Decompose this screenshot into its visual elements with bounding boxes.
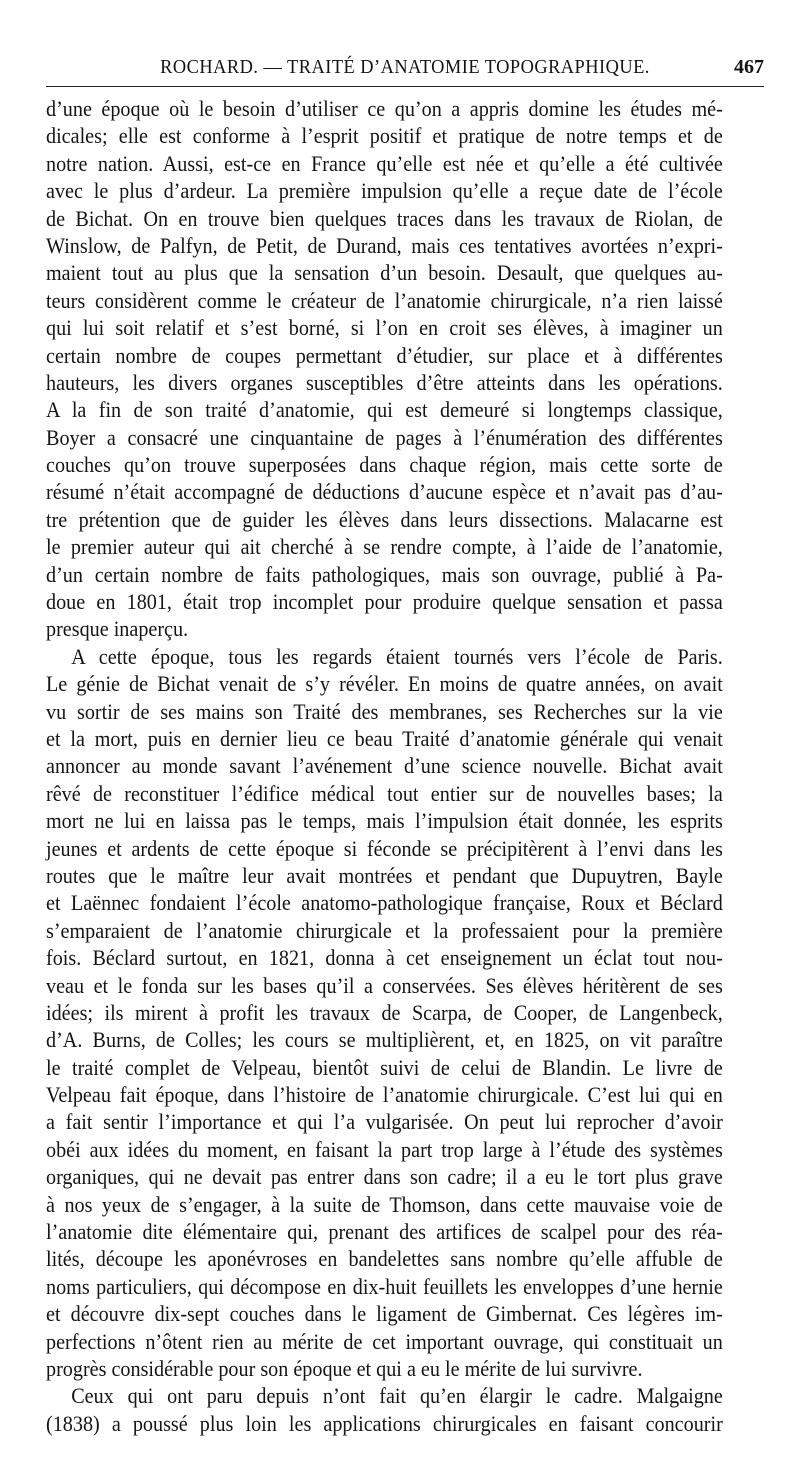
text-line: routes que le maître leur avait montrées et pendant que Dupuytren, Bayle: [46, 862, 723, 888]
text-line: progrès considérable pour son époque et qui a eu le mérite de lui survivre.: [46, 1355, 643, 1381]
page-header: [46, 50, 764, 87]
text-line: tre prétention que de guider les élèves dans leurs dissections. Malacarne est: [46, 506, 723, 532]
text-line: jeunes et ardents de cette époque si féconde se précipitèrent à l’envi dans les: [46, 835, 723, 861]
text-line: Winslow, de Palfyn, de Petit, de Durand, mais ces tentatives avortées n’expri-: [46, 232, 723, 258]
text-line: notre nation. Aussi, est-ce en France qu’elle est née et qu’elle a été cultivée: [46, 150, 723, 176]
text-line: obéi aux idées du moment, en faisant la part trop large à l’étude des systèmes: [46, 1136, 723, 1162]
text-line: noms particuliers, qui décompose en dix-huit feuillets les enveloppes d’une hernie: [46, 1273, 723, 1299]
text-line: résumé n’était accompagné de déductions d’aucune espèce et n’avait pas d’au-: [46, 479, 723, 505]
text-line: doue en 1801, était trop incomplet pour produire quelque sensation et passa: [46, 589, 723, 615]
text-line: certain nombre de coupes permettant d’étudier, sur place et à différentes: [46, 342, 723, 368]
body-text: [46, 95, 723, 1437]
text-line: annoncer au monde savant l’avénement d’une science nouvelle. Bichat avait: [46, 753, 723, 779]
text-line: A cette époque, tous les regards étaient tournés vers l’école de Paris.: [71, 643, 723, 669]
text-line: et la mort, puis en dernier lieu ce beau Traité d’anatomie générale qui venait: [46, 725, 723, 751]
text-line: Ceux qui ont paru depuis n’ont fait qu’en élargir le cadre. Malgaigne: [71, 1383, 723, 1409]
text-line: d’une époque où le besoin d’utiliser ce qu’on a appris domine les études mé-: [46, 96, 723, 121]
text-line: (1838) a poussé plus loin les applications chirurgicales en faisant concourir: [46, 1410, 723, 1436]
text-line: avec le plus d’ardeur. La première impulsion qu’elle a reçue date de l’école: [46, 178, 723, 204]
text-line: qui lui soit relatif et s’est borné, si l’on en croit ses élèves, à imaginer un: [46, 315, 723, 341]
text-line: couches qu’on trouve superposées dans chaque région, mais cette sorte de: [46, 452, 723, 478]
text-line: lités, découpe les aponévroses en bandelettes sans nombre qu’elle affuble de: [46, 1246, 723, 1272]
text-line: perfections n’ôtent rien au mérite de cet important ouvrage, qui constituait un: [46, 1328, 723, 1354]
text-line: mort ne lui en laissa pas le temps, mais l’impulsion était donnée, les esprits: [46, 808, 723, 834]
text-line: d’un certain nombre de faits pathologiques, mais son ouvrage, publié à Pa-: [46, 561, 723, 587]
text-line: fois. Béclard surtout, en 1821, donna à cet enseignement un éclat tout nou-: [46, 945, 723, 971]
text-line: A la fin de son traité d’anatomie, qui est demeuré si longtemps classique,: [46, 397, 723, 423]
text-line: Velpeau fait époque, dans l’histoire de l’anatomie chirurgicale. C’est lui qui en: [46, 1082, 723, 1108]
text-line: presque inaperçu.: [46, 616, 189, 642]
text-line: et Laënnec fondaient l’école anatomo-pathologique française, Roux et Béclard: [46, 890, 723, 916]
text-line: Boyer a consacré une cinquantaine de pages à l’énumération des différentes: [46, 424, 723, 450]
text-line: le traité complet de Velpeau, bientôt suivi de celui de Blandin. Le livre de: [46, 1054, 723, 1080]
text-line: vu sortir de ses mains son Traité des membranes, ses Recherches sur la vie: [46, 698, 723, 724]
text-line: et découvre dix-sept couches dans le ligament de Gimbernat. Ces légères im-: [46, 1301, 723, 1327]
text-line: idées; ils mirent à profit les travaux de Scarpa, de Cooper, de Langenbeck,: [46, 999, 723, 1025]
paragraph: [46, 1382, 723, 1437]
text-line: l’anatomie dite élémentaire qui, prenant des artifices de scalpel pour des réa-: [46, 1219, 723, 1245]
text-line: veau et le fonda sur les bases qu’il a conservées. Ses élèves héritèrent de ses: [46, 972, 723, 998]
text-line: organiques, qui ne devait pas entrer dans son cadre; il a eu le tort plus grave: [46, 1164, 723, 1190]
text-line: s’emparaient de l’anatomie chirurgicale et la professaient pour la première: [46, 917, 723, 943]
text-line: teurs considèrent comme le créateur de l’anatomie chirurgicale, n’a rien laissé: [46, 287, 723, 313]
paragraph: [46, 643, 723, 1383]
text-line: Le génie de Bichat venait de s’y révéler. En moins de quatre années, on avait: [46, 671, 723, 697]
running-title: ROCHARD. — TRAITÉ D’ANATOMIE TOPOGRAPHIQUE.: [160, 56, 650, 78]
text-line: rêvé de reconstituer l’édifice médical tout entier sur de nouvelles bases; la: [46, 780, 723, 806]
text-line: maient tout au plus que la sensation d’un besoin. Desault, que quelques au-: [46, 260, 723, 286]
paragraph: [46, 95, 723, 643]
text-line: a fait sentir l’importance et qui l’a vulgarisée. On peut lui reprocher d’avoir: [46, 1109, 723, 1135]
text-line: dicales; elle est conforme à l’esprit positif et pratique de notre temps et de: [46, 123, 723, 149]
text-line: d’A. Burns, de Colles; les cours se multiplièrent, et, en 1825, on vit paraître: [46, 1027, 723, 1053]
text-line: hauteurs, les divers organes susceptibles d’être atteints dans les opérations.: [46, 369, 723, 395]
text-line: à nos yeux de s’engager, à la suite de Thomson, dans cette mauvaise voie de: [46, 1191, 723, 1217]
text-line: le premier auteur qui ait cherché à se rendre compte, à l’aide de l’anatomie,: [46, 534, 723, 560]
page-number: 467: [734, 56, 764, 78]
text-line: de Bichat. On en trouve bien quelques traces dans les travaux de Riolan, de: [46, 205, 723, 231]
